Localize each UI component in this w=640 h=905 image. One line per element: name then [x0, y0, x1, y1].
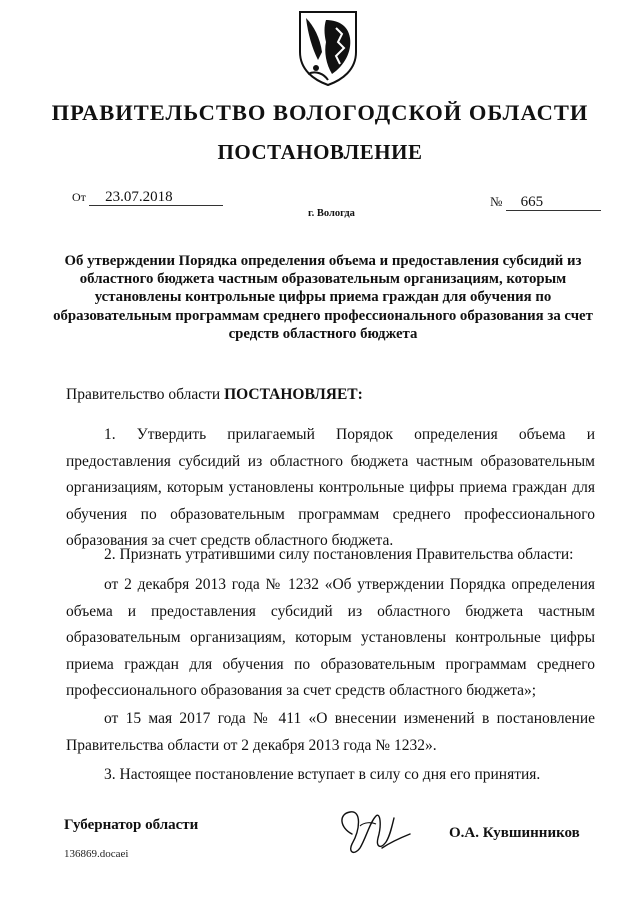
date-field	[72, 189, 223, 206]
number-value: 665	[506, 194, 601, 211]
paragraph-text: 3. Настоящее постановление вступает в силу со дня его принятия.	[104, 766, 541, 783]
date-label: От	[72, 190, 86, 204]
number-field	[490, 194, 601, 211]
date-value: 23.07.2018	[89, 189, 223, 206]
paragraph-text: от 15 мая 2017 года № 411 «О внесении изменений в постановление Правительства области от 2 декабря 2013 года № 1232».	[66, 710, 595, 754]
vologda-coat-of-arms-icon	[296, 8, 360, 88]
city: г. Вологда	[308, 208, 355, 219]
document-id: 136869.docaei	[64, 848, 129, 860]
paragraph-3	[66, 572, 595, 705]
paragraph-1	[66, 422, 595, 555]
preamble-text: Правительство области	[66, 386, 225, 403]
signer-title: Губернатор области	[64, 817, 199, 833]
preamble-emphasis: ПОСТАНОВЛЯЕТ:	[224, 386, 363, 403]
government-title: ПРАВИТЕЛЬСТВО ВОЛОГОДСКОЙ ОБЛАСТИ	[51, 100, 589, 125]
paragraph-5	[66, 762, 595, 789]
number-label: №	[490, 194, 503, 209]
handwritten-signature	[330, 804, 420, 864]
paragraph-text: 2. Признать утратившими силу постановления Правительства области:	[104, 546, 574, 563]
preamble	[66, 386, 363, 404]
paragraph-4	[66, 706, 595, 759]
document-subject: Об утверждении Порядка определения объема и предоставления субсидий из областного бюджета частным образовательным организациям, которым установлены контрольные цифры приема граждан для обучения по образовательным программам среднего профессионального образования за счет средств областного бюджета	[53, 253, 593, 342]
paragraph-text: от 2 декабря 2013 года № 1232 «Об утверждении Порядка определения объема и предоставления субсидий из областного бюджета частным образовательным организациям, которым установлены контрольные цифры приема граждан для обучения по образовательным программам среднего профессионального образования за счет средств областного бюджета»;	[66, 576, 595, 700]
signer-name: О.А. Кувшинников	[449, 825, 580, 841]
paragraph-2	[66, 542, 595, 569]
document-type: ПОСТАНОВЛЕНИЕ	[217, 140, 423, 164]
paragraph-text: 1. Утвердить прилагаемый Порядок определения объема и предоставления субсидий из областного бюджета частным образовательным организациям, которым установлены контрольные цифры приема граждан для обучения по образовательным программам среднего профессионального образования за счет средств областного бюджета.	[66, 426, 595, 550]
